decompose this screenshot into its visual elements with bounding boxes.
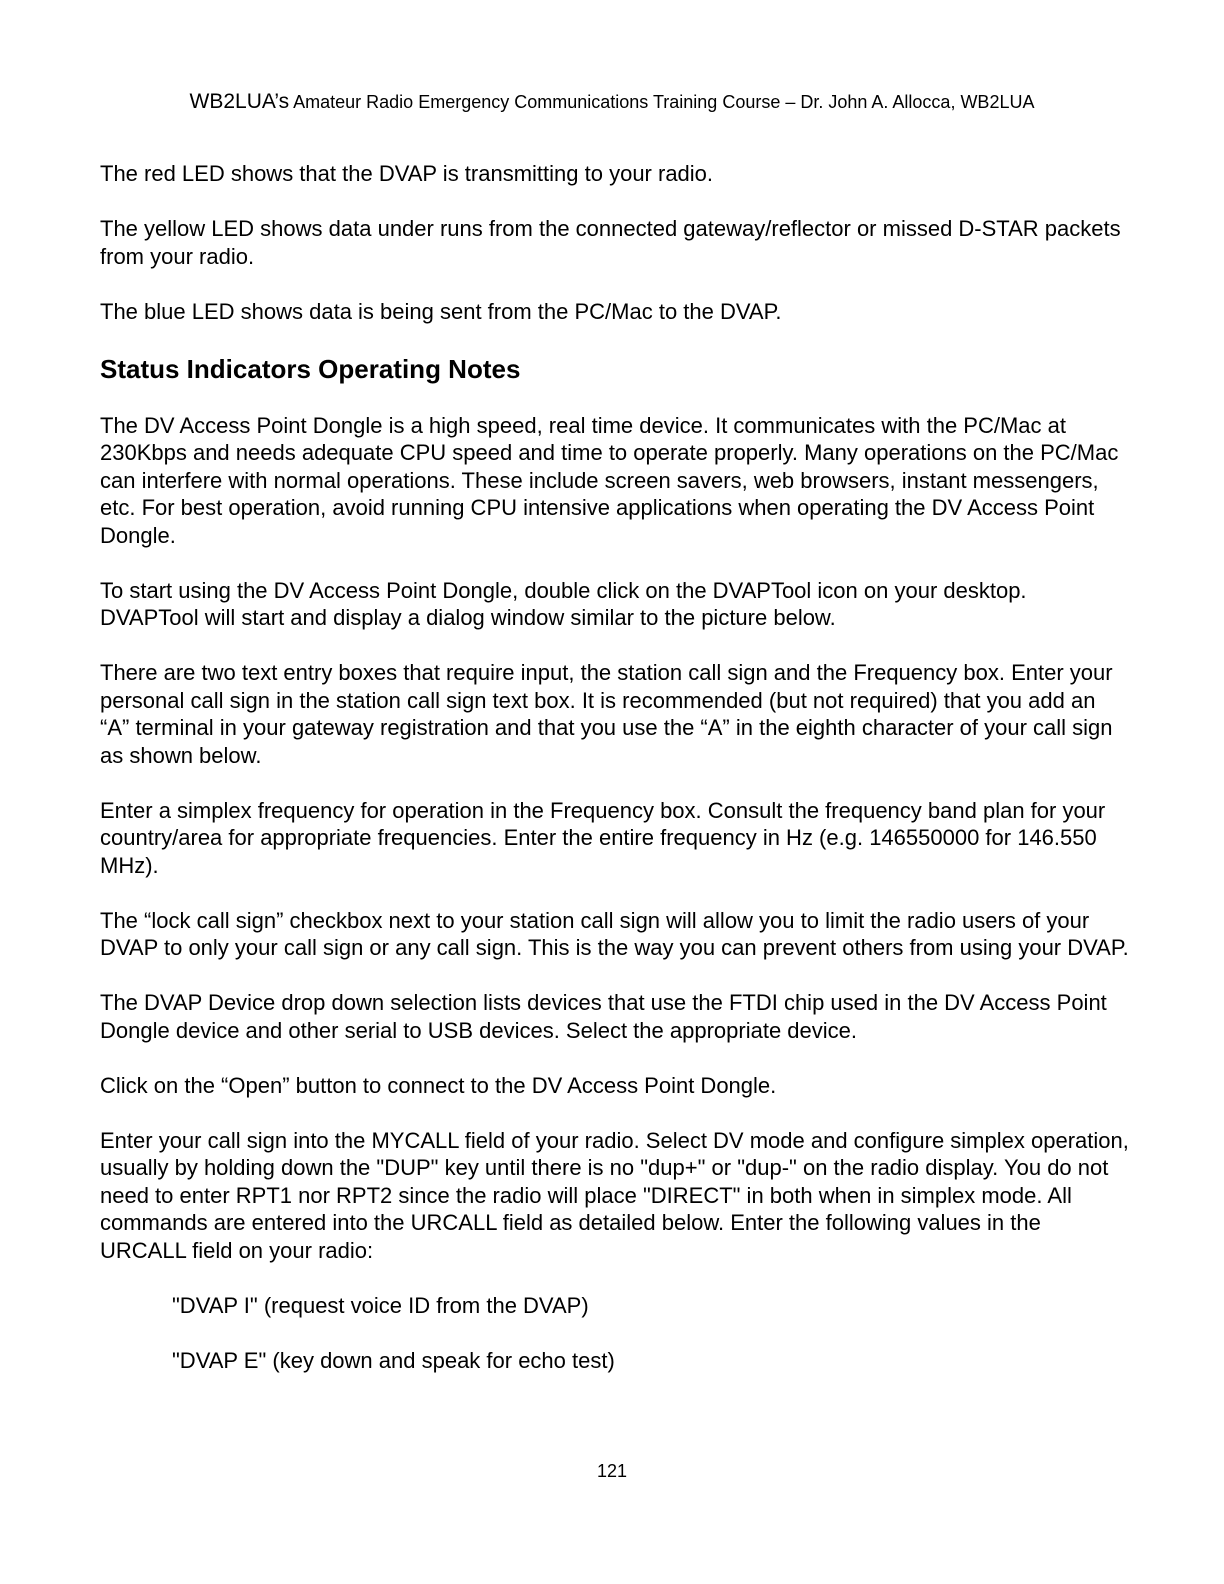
running-header — [0, 91, 1224, 113]
paragraph-mycall: Enter your call sign into the MYCALL field of your radio. Select DV mode and configure simplex operation, usually by holding down the "DUP" key until there is no "dup+" or "dup-" on the radio display. You do not need to enter RPT1 nor RPT2 since the radio will place "DIRECT" in both when in simplex mode. All commands are entered into the URCALL field as detailed below. Enter the following values in the URCALL field on your radio: — [100, 1127, 1129, 1263]
paragraph-dvap-device: The DVAP Device drop down selection lists devices that use the FTDI chip used in the DV Access Point Dongle device and other serial to USB devices. Select the appropriate device. — [100, 990, 1107, 1043]
command-voice-id: "DVAP I" (request voice ID from the DVAP) — [172, 1292, 589, 1318]
page-number: 121 — [596, 1461, 628, 1481]
page-body — [100, 160, 1130, 1402]
paragraph-start-dvaptool: To start using the DV Access Point Dongle, double click on the DVAPTool icon on your desktop. DVAPTool will start and display a dialog window similar to the picture below. — [100, 577, 1027, 630]
paragraph-lock-call-sign: The “lock call sign” checkbox next to your station call sign will allow you to limit the radio users of your DVAP to only your call sign or any call sign. This is the way you can prevent others from using your DVAP. — [100, 907, 1129, 960]
paragraph-yellow-led: The yellow LED shows data under runs from the connected gateway/reflector or missed D-STAR packets from your radio. — [100, 216, 1121, 269]
paragraph-open-button: Click on the “Open” button to connect to the DV Access Point Dongle. — [100, 1072, 777, 1098]
paragraph-blue-led: The blue LED shows data is being sent from the PC/Mac to the DVAP. — [100, 298, 782, 324]
paragraph-simplex-frequency: Enter a simplex frequency for operation in the Frequency box. Consult the frequency band plan for your country/area for appropriate frequencies. Enter the entire frequency in Hz (e.g. 146550000 for 146.550 MHz). — [100, 797, 1106, 878]
header-course-title: Amateur Radio Emergency Communications Training Course – Dr. John A. Allocca, WB2LUA — [289, 92, 1035, 112]
header-callsign: WB2LUA’s — [189, 90, 290, 113]
paragraph-realtime-device: The DV Access Point Dongle is a high speed, real time device. It communicates with the PC/Mac at 230Kbps and needs adequate CPU speed and time to operate properly. Many operations on the PC/Mac can interfere with normal operations. These include screen savers, web browsers, instant messengers, etc. For best operation, avoid running CPU intensive applications when operating the DV Access Point Dongle. — [100, 412, 1119, 548]
paragraph-text-entry-boxes: There are two text entry boxes that require input, the station call sign and the Frequency box. Enter your personal call sign in the station call sign text box. It is recommended (but not required) that you add an “A” terminal in your gateway registration and that you use the “A” in the eighth character of your call sign as shown below. — [100, 660, 1113, 768]
section-heading: Status Indicators Operating Notes — [100, 353, 521, 384]
paragraph-red-led: The red LED shows that the DVAP is transmitting to your radio. — [100, 161, 714, 186]
command-echo-test: "DVAP E" (key down and speak for echo test) — [172, 1347, 615, 1373]
